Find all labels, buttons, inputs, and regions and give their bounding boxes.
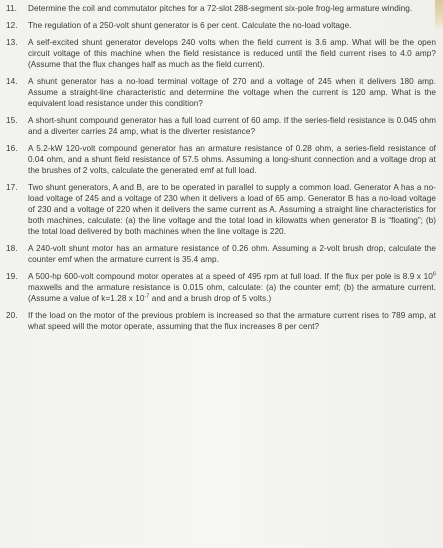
problem-item bbox=[6, 271, 436, 304]
problem-number: 11. bbox=[6, 4, 17, 13]
problem-item bbox=[6, 37, 436, 70]
problem-text-part: and and a brush drop of 5 volts.) bbox=[149, 294, 272, 303]
problem-text: Two shunt generators, A and B, are to be operated in parallel to supply a common load. Generator A has a no-load voltage of 245 and a voltage of 230 when it delivers a load of 65 amp. Generator B has a no-load voltage of 230 and a voltage of 220 when it delivers the same current as A. Assuming a straight line characteristics for both machines, calculate: (a) the line voltage and the total load in kilowatts when generator B is “floating”; (b) the total load delivered by both machines when the line voltage is 220. bbox=[28, 183, 436, 236]
problem-number: 13. bbox=[6, 38, 18, 47]
problem-text: The regulation of a 250-volt shunt generator is 6 per cent. Calculate the no-load voltage. bbox=[28, 21, 352, 30]
problem-text: A 240-volt shunt motor has an armature resistance of 0.26 ohm. Assuming a 2-volt brush drop, calculate the counter emf when the armature current is 35.4 amp. bbox=[28, 244, 436, 264]
exponent: -7 bbox=[144, 293, 150, 300]
problem-number: 12. bbox=[6, 21, 18, 30]
problem-number: 17. bbox=[6, 183, 18, 192]
exponent: 6 bbox=[432, 271, 436, 278]
problem-text-part: maxwells and the armature resistance is 0.015 ohm, calculate: (a) the counter emf; (b) the armature current. (Assume a value of k=1.28 x 10 bbox=[28, 283, 436, 303]
problem-text: A self-excited shunt generator develops 240 volts when the field current is 3.6 amp. What will be the open circuit voltage of this machine when the field resistance is reduced until the field current rises to 4.0 amp? (Assume that the flux changes half as much as the field current). bbox=[28, 38, 436, 69]
problem-text: If the load on the motor of the previous problem is increased so that the armature current rises to 789 amp, at what speed will the motor operate, assuming that the flux increases 8 per cent? bbox=[28, 311, 436, 331]
page-corner-mark bbox=[435, 0, 443, 30]
problem-item bbox=[6, 115, 436, 137]
problem-number: 19. bbox=[6, 272, 18, 281]
problem-text: A shunt generator has a no-load terminal voltage of 270 and a voltage of 245 when it delivers 180 amp. Assume a straight-line characteristic and determine the voltage when the current is 120 amp. What is the equivalent load resistance under this condition? bbox=[28, 77, 436, 108]
problem-number: 18. bbox=[6, 244, 18, 253]
problem-item bbox=[6, 3, 436, 14]
problem-item bbox=[6, 20, 436, 31]
problem-text: A 5.2-kW 120-volt compound generator has an armature resistance of 0.28 ohm, a series-field resistance of 0.04 ohm, and a shunt field resistance of 57.5 ohms. Assuming a long-shunt connection and a voltage drop at the brushes of 2 volts, calculate the generated emf at full load. bbox=[28, 144, 436, 175]
problem-text bbox=[28, 271, 436, 304]
problem-text: A short-shunt compound generator has a full load current of 60 amp. If the series-field resistance is 0.045 ohm and a diverter carries 24 amp, what is the diverter resistance? bbox=[28, 116, 436, 136]
problem-text: Determine the coil and commutator pitches for a 72-slot 288-segment six-pole frog-leg armature winding. bbox=[28, 4, 413, 13]
problem-item bbox=[6, 182, 436, 237]
problem-number: 16. bbox=[6, 144, 18, 153]
problem-item bbox=[6, 243, 436, 265]
problem-item bbox=[6, 310, 436, 332]
problem-item bbox=[6, 76, 436, 109]
problem-number: 20. bbox=[6, 311, 18, 320]
problem-text-part: A 500-hp 600-volt compound motor operates at a speed of 495 rpm at full load. If the flux per pole is 8.9 x 10 bbox=[28, 272, 433, 281]
problem-item bbox=[6, 143, 436, 176]
problem-number: 15. bbox=[6, 116, 18, 125]
problem-list bbox=[6, 3, 436, 332]
problem-number: 14. bbox=[6, 77, 18, 86]
